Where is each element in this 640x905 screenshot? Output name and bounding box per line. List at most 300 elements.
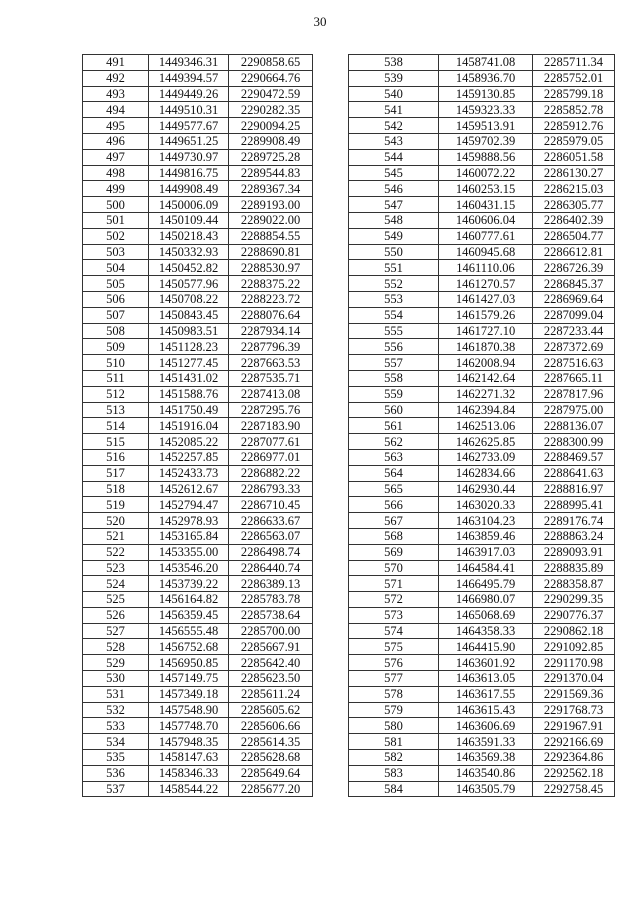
- x-coordinate-cell: 1451128.23: [149, 339, 229, 355]
- table-row: [349, 212, 615, 228]
- table-row: [83, 481, 313, 497]
- x-coordinate-cell: 1460606.04: [439, 212, 533, 228]
- x-coordinate-cell: 1465068.69: [439, 607, 533, 623]
- x-coordinate-cell: 1461727.10: [439, 323, 533, 339]
- point-number-cell: 564: [349, 465, 439, 481]
- y-coordinate-cell: 2289022.00: [229, 212, 313, 228]
- x-coordinate-cell: 1449908.49: [149, 181, 229, 197]
- point-number-cell: 525: [83, 592, 149, 608]
- x-coordinate-cell: 1463917.03: [439, 544, 533, 560]
- point-number-cell: 577: [349, 671, 439, 687]
- x-coordinate-cell: 1453546.20: [149, 560, 229, 576]
- y-coordinate-cell: 2290472.59: [229, 86, 313, 102]
- table-row: [83, 307, 313, 323]
- table-row: [349, 592, 615, 608]
- y-coordinate-cell: 2286504.77: [533, 228, 615, 244]
- x-coordinate-cell: 1458147.63: [149, 750, 229, 766]
- x-coordinate-cell: 1452257.85: [149, 449, 229, 465]
- point-number-cell: 550: [349, 244, 439, 260]
- y-coordinate-cell: 2285623.50: [229, 671, 313, 687]
- table-row: [83, 734, 313, 750]
- y-coordinate-cell: 2287077.61: [229, 434, 313, 450]
- point-number-cell: 569: [349, 544, 439, 560]
- point-number-cell: 496: [83, 133, 149, 149]
- table-row: [349, 560, 615, 576]
- point-number-cell: 512: [83, 386, 149, 402]
- table-row: [83, 181, 313, 197]
- y-coordinate-cell: 2287413.08: [229, 386, 313, 402]
- table-row: [83, 576, 313, 592]
- x-coordinate-cell: 1451588.76: [149, 386, 229, 402]
- point-number-cell: 508: [83, 323, 149, 339]
- table-row: [349, 291, 615, 307]
- x-coordinate-cell: 1456752.68: [149, 639, 229, 655]
- x-coordinate-cell: 1462271.32: [439, 386, 533, 402]
- y-coordinate-cell: 2287975.00: [533, 402, 615, 418]
- y-coordinate-cell: 2285667.91: [229, 639, 313, 655]
- table-row: [83, 165, 313, 181]
- table-row: [349, 481, 615, 497]
- table-row: [349, 260, 615, 276]
- x-coordinate-cell: 1452978.93: [149, 513, 229, 529]
- x-coordinate-cell: 1466495.79: [439, 576, 533, 592]
- table-row: [349, 244, 615, 260]
- table-row: [349, 750, 615, 766]
- y-coordinate-cell: 2291569.36: [533, 686, 615, 702]
- point-number-cell: 502: [83, 228, 149, 244]
- y-coordinate-cell: 2288641.63: [533, 465, 615, 481]
- point-number-cell: 515: [83, 434, 149, 450]
- point-number-cell: 510: [83, 355, 149, 371]
- table-row: [349, 765, 615, 781]
- y-coordinate-cell: 2287796.39: [229, 339, 313, 355]
- y-coordinate-cell: 2291768.73: [533, 702, 615, 718]
- y-coordinate-cell: 2290094.25: [229, 118, 313, 134]
- table-row: [83, 370, 313, 386]
- table-row: [349, 576, 615, 592]
- point-number-cell: 546: [349, 181, 439, 197]
- y-coordinate-cell: 2285783.78: [229, 592, 313, 608]
- point-number-cell: 531: [83, 686, 149, 702]
- y-coordinate-cell: 2286633.67: [229, 513, 313, 529]
- x-coordinate-cell: 1461110.06: [439, 260, 533, 276]
- x-coordinate-cell: 1462834.66: [439, 465, 533, 481]
- point-number-cell: 544: [349, 149, 439, 165]
- x-coordinate-cell: 1466980.07: [439, 592, 533, 608]
- x-coordinate-cell: 1458741.08: [439, 55, 533, 71]
- point-number-cell: 516: [83, 449, 149, 465]
- table-row: [349, 386, 615, 402]
- table-row: [83, 607, 313, 623]
- x-coordinate-cell: 1464415.90: [439, 639, 533, 655]
- x-coordinate-cell: 1457548.90: [149, 702, 229, 718]
- y-coordinate-cell: 2285628.68: [229, 750, 313, 766]
- point-number-cell: 563: [349, 449, 439, 465]
- x-coordinate-cell: 1459130.85: [439, 86, 533, 102]
- table-row: [349, 370, 615, 386]
- table-row: [349, 671, 615, 687]
- y-coordinate-cell: 2286710.45: [229, 497, 313, 513]
- point-number-cell: 557: [349, 355, 439, 371]
- point-number-cell: 492: [83, 70, 149, 86]
- table-row: [83, 260, 313, 276]
- x-coordinate-cell: 1461579.26: [439, 307, 533, 323]
- x-coordinate-cell: 1449510.31: [149, 102, 229, 118]
- point-number-cell: 532: [83, 702, 149, 718]
- y-coordinate-cell: 2288375.22: [229, 276, 313, 292]
- y-coordinate-cell: 2288995.41: [533, 497, 615, 513]
- y-coordinate-cell: 2288469.57: [533, 449, 615, 465]
- y-coordinate-cell: 2288300.99: [533, 434, 615, 450]
- x-coordinate-cell: 1451431.02: [149, 370, 229, 386]
- x-coordinate-cell: 1459702.39: [439, 133, 533, 149]
- x-coordinate-cell: 1461870.38: [439, 339, 533, 355]
- point-number-cell: 539: [349, 70, 439, 86]
- point-number-cell: 514: [83, 418, 149, 434]
- y-coordinate-cell: 2285979.05: [533, 133, 615, 149]
- x-coordinate-cell: 1453355.00: [149, 544, 229, 560]
- x-coordinate-cell: 1462008.94: [439, 355, 533, 371]
- y-coordinate-cell: 2285642.40: [229, 655, 313, 671]
- y-coordinate-cell: 2285752.01: [533, 70, 615, 86]
- point-number-cell: 570: [349, 560, 439, 576]
- table-row: [83, 639, 313, 655]
- coordinates-table-right: [348, 54, 615, 797]
- y-coordinate-cell: 2291092.85: [533, 639, 615, 655]
- y-coordinate-cell: 2286845.37: [533, 276, 615, 292]
- point-number-cell: 530: [83, 671, 149, 687]
- y-coordinate-cell: 2287663.53: [229, 355, 313, 371]
- y-coordinate-cell: 2285649.64: [229, 765, 313, 781]
- point-number-cell: 552: [349, 276, 439, 292]
- point-number-cell: 568: [349, 528, 439, 544]
- y-coordinate-cell: 2289176.74: [533, 513, 615, 529]
- table-row: [349, 702, 615, 718]
- table-row: [83, 118, 313, 134]
- y-coordinate-cell: 2290299.35: [533, 592, 615, 608]
- y-coordinate-cell: 2286793.33: [229, 481, 313, 497]
- point-number-cell: 578: [349, 686, 439, 702]
- table-row: [83, 702, 313, 718]
- table-row: [349, 655, 615, 671]
- x-coordinate-cell: 1452433.73: [149, 465, 229, 481]
- y-coordinate-cell: 2285605.62: [229, 702, 313, 718]
- point-number-cell: 501: [83, 212, 149, 228]
- x-coordinate-cell: 1452612.67: [149, 481, 229, 497]
- x-coordinate-cell: 1462625.85: [439, 434, 533, 450]
- table-row: [83, 671, 313, 687]
- y-coordinate-cell: 2292166.69: [533, 734, 615, 750]
- table-row: [83, 560, 313, 576]
- x-coordinate-cell: 1463613.05: [439, 671, 533, 687]
- y-coordinate-cell: 2288223.72: [229, 291, 313, 307]
- point-number-cell: 517: [83, 465, 149, 481]
- point-number-cell: 499: [83, 181, 149, 197]
- x-coordinate-cell: 1456555.48: [149, 623, 229, 639]
- table-row: [349, 276, 615, 292]
- y-coordinate-cell: 2286440.74: [229, 560, 313, 576]
- y-coordinate-cell: 2288854.55: [229, 228, 313, 244]
- table-row: [349, 149, 615, 165]
- point-number-cell: 566: [349, 497, 439, 513]
- table-row: [83, 291, 313, 307]
- point-number-cell: 498: [83, 165, 149, 181]
- x-coordinate-cell: 1456164.82: [149, 592, 229, 608]
- point-number-cell: 571: [349, 576, 439, 592]
- x-coordinate-cell: 1462394.84: [439, 402, 533, 418]
- table-row: [83, 386, 313, 402]
- x-coordinate-cell: 1463617.55: [439, 686, 533, 702]
- table-row: [349, 623, 615, 639]
- point-number-cell: 528: [83, 639, 149, 655]
- point-number-cell: 518: [83, 481, 149, 497]
- point-number-cell: 495: [83, 118, 149, 134]
- x-coordinate-cell: 1459323.33: [439, 102, 533, 118]
- point-number-cell: 555: [349, 323, 439, 339]
- point-number-cell: 521: [83, 528, 149, 544]
- table-row: [349, 686, 615, 702]
- point-number-cell: 574: [349, 623, 439, 639]
- point-number-cell: 524: [83, 576, 149, 592]
- y-coordinate-cell: 2289193.00: [229, 197, 313, 213]
- point-number-cell: 535: [83, 750, 149, 766]
- point-number-cell: 509: [83, 339, 149, 355]
- x-coordinate-cell: 1450983.51: [149, 323, 229, 339]
- table-row: [83, 339, 313, 355]
- table-row: [83, 323, 313, 339]
- x-coordinate-cell: 1463606.69: [439, 718, 533, 734]
- y-coordinate-cell: 2287934.14: [229, 323, 313, 339]
- y-coordinate-cell: 2290664.76: [229, 70, 313, 86]
- x-coordinate-cell: 1460777.61: [439, 228, 533, 244]
- x-coordinate-cell: 1450708.22: [149, 291, 229, 307]
- table-row: [349, 55, 615, 71]
- point-number-cell: 545: [349, 165, 439, 181]
- point-number-cell: 584: [349, 781, 439, 797]
- x-coordinate-cell: 1463020.33: [439, 497, 533, 513]
- x-coordinate-cell: 1462733.09: [439, 449, 533, 465]
- y-coordinate-cell: 2286402.39: [533, 212, 615, 228]
- point-number-cell: 533: [83, 718, 149, 734]
- y-coordinate-cell: 2289908.49: [229, 133, 313, 149]
- y-coordinate-cell: 2291170.98: [533, 655, 615, 671]
- y-coordinate-cell: 2287183.90: [229, 418, 313, 434]
- point-number-cell: 537: [83, 781, 149, 797]
- point-number-cell: 493: [83, 86, 149, 102]
- x-coordinate-cell: 1462142.64: [439, 370, 533, 386]
- y-coordinate-cell: 2285611.24: [229, 686, 313, 702]
- table-row: [83, 686, 313, 702]
- table-row: [83, 750, 313, 766]
- point-number-cell: 497: [83, 149, 149, 165]
- point-number-cell: 582: [349, 750, 439, 766]
- x-coordinate-cell: 1459888.56: [439, 149, 533, 165]
- y-coordinate-cell: 2285606.66: [229, 718, 313, 734]
- y-coordinate-cell: 2285614.35: [229, 734, 313, 750]
- point-number-cell: 553: [349, 291, 439, 307]
- y-coordinate-cell: 2290862.18: [533, 623, 615, 639]
- table-row: [83, 497, 313, 513]
- point-number-cell: 565: [349, 481, 439, 497]
- y-coordinate-cell: 2286726.39: [533, 260, 615, 276]
- table-row: [349, 70, 615, 86]
- point-number-cell: 500: [83, 197, 149, 213]
- table-row: [83, 276, 313, 292]
- point-number-cell: 491: [83, 55, 149, 71]
- x-coordinate-cell: 1462513.06: [439, 418, 533, 434]
- x-coordinate-cell: 1449816.75: [149, 165, 229, 181]
- y-coordinate-cell: 2285700.00: [229, 623, 313, 639]
- table-row: [83, 86, 313, 102]
- table-row: [349, 323, 615, 339]
- table-row: [349, 544, 615, 560]
- point-number-cell: 580: [349, 718, 439, 734]
- table-row: [349, 181, 615, 197]
- x-coordinate-cell: 1450332.93: [149, 244, 229, 260]
- point-number-cell: 523: [83, 560, 149, 576]
- y-coordinate-cell: 2288530.97: [229, 260, 313, 276]
- x-coordinate-cell: 1460431.15: [439, 197, 533, 213]
- point-number-cell: 560: [349, 402, 439, 418]
- x-coordinate-cell: 1464584.41: [439, 560, 533, 576]
- table-row: [349, 86, 615, 102]
- table-row: [349, 197, 615, 213]
- point-number-cell: 536: [83, 765, 149, 781]
- table-row: [349, 734, 615, 750]
- point-number-cell: 567: [349, 513, 439, 529]
- point-number-cell: 540: [349, 86, 439, 102]
- table-row: [83, 544, 313, 560]
- point-number-cell: 572: [349, 592, 439, 608]
- coordinates-table-left: [82, 54, 313, 797]
- x-coordinate-cell: 1463601.92: [439, 655, 533, 671]
- table-row: [349, 165, 615, 181]
- point-number-cell: 554: [349, 307, 439, 323]
- table-row: [349, 781, 615, 797]
- table-row: [349, 102, 615, 118]
- table-row: [349, 339, 615, 355]
- y-coordinate-cell: 2292562.18: [533, 765, 615, 781]
- y-coordinate-cell: 2291967.91: [533, 718, 615, 734]
- y-coordinate-cell: 2287372.69: [533, 339, 615, 355]
- table-row: [349, 118, 615, 134]
- table-row: [349, 513, 615, 529]
- table-row: [83, 102, 313, 118]
- x-coordinate-cell: 1460945.68: [439, 244, 533, 260]
- y-coordinate-cell: 2287535.71: [229, 370, 313, 386]
- point-number-cell: 583: [349, 765, 439, 781]
- x-coordinate-cell: 1461270.57: [439, 276, 533, 292]
- x-coordinate-cell: 1461427.03: [439, 291, 533, 307]
- point-number-cell: 547: [349, 197, 439, 213]
- y-coordinate-cell: 2290858.65: [229, 55, 313, 71]
- y-coordinate-cell: 2286051.58: [533, 149, 615, 165]
- y-coordinate-cell: 2287516.63: [533, 355, 615, 371]
- point-number-cell: 504: [83, 260, 149, 276]
- y-coordinate-cell: 2289367.34: [229, 181, 313, 197]
- y-coordinate-cell: 2290282.35: [229, 102, 313, 118]
- table-row: [349, 355, 615, 371]
- x-coordinate-cell: 1449449.26: [149, 86, 229, 102]
- y-coordinate-cell: 2285677.20: [229, 781, 313, 797]
- y-coordinate-cell: 2286882.22: [229, 465, 313, 481]
- x-coordinate-cell: 1449346.31: [149, 55, 229, 71]
- y-coordinate-cell: 2289725.28: [229, 149, 313, 165]
- y-coordinate-cell: 2286498.74: [229, 544, 313, 560]
- table-row: [83, 765, 313, 781]
- table-row: [349, 718, 615, 734]
- table-row: [349, 528, 615, 544]
- table-row: [349, 497, 615, 513]
- y-coordinate-cell: 2291370.04: [533, 671, 615, 687]
- y-coordinate-cell: 2288835.89: [533, 560, 615, 576]
- x-coordinate-cell: 1450006.09: [149, 197, 229, 213]
- point-number-cell: 513: [83, 402, 149, 418]
- point-number-cell: 503: [83, 244, 149, 260]
- point-number-cell: 522: [83, 544, 149, 560]
- table-row: [83, 228, 313, 244]
- y-coordinate-cell: 2286977.01: [229, 449, 313, 465]
- x-coordinate-cell: 1456359.45: [149, 607, 229, 623]
- x-coordinate-cell: 1457149.75: [149, 671, 229, 687]
- table-row: [83, 212, 313, 228]
- x-coordinate-cell: 1450218.43: [149, 228, 229, 244]
- x-coordinate-cell: 1458346.33: [149, 765, 229, 781]
- y-coordinate-cell: 2287295.76: [229, 402, 313, 418]
- point-number-cell: 519: [83, 497, 149, 513]
- table-row: [83, 434, 313, 450]
- x-coordinate-cell: 1450109.44: [149, 212, 229, 228]
- y-coordinate-cell: 2285852.78: [533, 102, 615, 118]
- x-coordinate-cell: 1453739.22: [149, 576, 229, 592]
- x-coordinate-cell: 1457748.70: [149, 718, 229, 734]
- x-coordinate-cell: 1457948.35: [149, 734, 229, 750]
- x-coordinate-cell: 1451277.45: [149, 355, 229, 371]
- table-row: [83, 418, 313, 434]
- table-row: [349, 434, 615, 450]
- y-coordinate-cell: 2288076.64: [229, 307, 313, 323]
- y-coordinate-cell: 2285711.34: [533, 55, 615, 71]
- point-number-cell: 576: [349, 655, 439, 671]
- point-number-cell: 561: [349, 418, 439, 434]
- table-row: [349, 133, 615, 149]
- x-coordinate-cell: 1450843.45: [149, 307, 229, 323]
- x-coordinate-cell: 1449577.67: [149, 118, 229, 134]
- table-row: [83, 70, 313, 86]
- y-coordinate-cell: 2288863.24: [533, 528, 615, 544]
- point-number-cell: 526: [83, 607, 149, 623]
- y-coordinate-cell: 2287233.44: [533, 323, 615, 339]
- y-coordinate-cell: 2286389.13: [229, 576, 313, 592]
- y-coordinate-cell: 2292364.86: [533, 750, 615, 766]
- x-coordinate-cell: 1463615.43: [439, 702, 533, 718]
- table-row: [83, 781, 313, 797]
- table-row: [83, 528, 313, 544]
- point-number-cell: 559: [349, 386, 439, 402]
- page-number: 30: [313, 14, 327, 29]
- x-coordinate-cell: 1459513.91: [439, 118, 533, 134]
- point-number-cell: 505: [83, 276, 149, 292]
- x-coordinate-cell: 1456950.85: [149, 655, 229, 671]
- x-coordinate-cell: 1464358.33: [439, 623, 533, 639]
- point-number-cell: 543: [349, 133, 439, 149]
- y-coordinate-cell: 2285799.18: [533, 86, 615, 102]
- point-number-cell: 534: [83, 734, 149, 750]
- table-row: [83, 402, 313, 418]
- point-number-cell: 562: [349, 434, 439, 450]
- y-coordinate-cell: 2289093.91: [533, 544, 615, 560]
- point-number-cell: 506: [83, 291, 149, 307]
